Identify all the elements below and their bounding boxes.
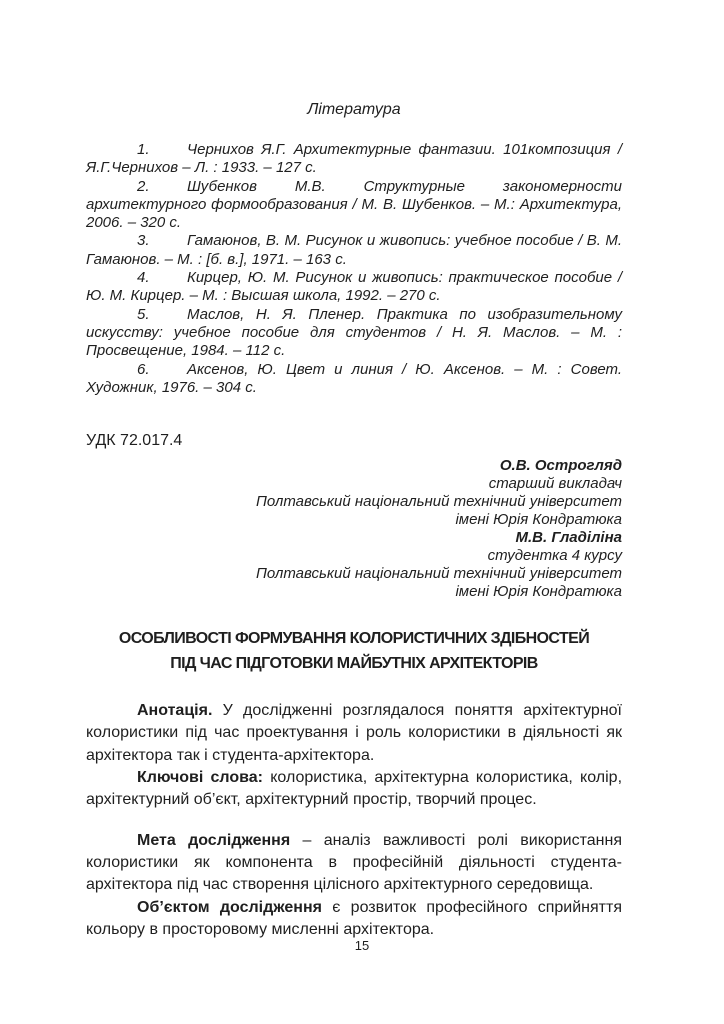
article-title — [86, 626, 622, 676]
bibliography-item-number: 3. — [137, 232, 150, 250]
bibliography-item — [86, 306, 622, 361]
bibliography-item-text: Шубенков М.В. Структурные закономерности архитектурного формообразования / М. В. Шубенков. – М.: Архитектура, 2006. – 320 с. — [86, 177, 622, 232]
authors-block — [86, 457, 622, 601]
keywords-text: колористика, архітектурна колористика, колір, архітектурний об’єкт, архітектурний простір, творчий процес. — [86, 769, 623, 809]
bibliography-item-text: Чернихов Я.Г. Архитектурные фантазии. 101композиция / Я.Г.Чернихов – Л. : 1933. – 127 с. — [86, 141, 622, 177]
bibliography-item — [86, 178, 622, 233]
object-text: є розвиток професійного сприйняття кольору в просторовому мисленні архітектора. — [86, 898, 623, 938]
object-paragraph — [86, 897, 622, 942]
bibliography-item-number: 6. — [137, 360, 150, 378]
author-role: студентка 4 курсу — [487, 547, 622, 565]
page-number: 15 — [354, 938, 370, 953]
author-name: О.В. Острогляд — [499, 457, 622, 475]
author-name: М.В. Гладіліна — [515, 529, 622, 547]
bibliography-item-text: Аксенов, Ю. Цвет и линия / Ю. Аксенов. – М. : Совет. Художник, 1976. – 304 с. — [86, 360, 622, 396]
object-label: Об’єктом дослідження — [137, 898, 322, 916]
article-title-line: ОСОБЛИВОСТІ ФОРМУВАННЯ КОЛОРИСТИЧНИХ ЗДІБНОСТЕЙ — [118, 630, 590, 648]
bibliography-item-text: Маслов, Н. Я. Пленер. Практика по изобразительному искусству: учебное пособие для студентов / Н. Я. Маслов. – М. : Просвещение, 1984. – 112 с. — [86, 305, 622, 360]
author-affiliation: імені Юрія Кондратюка — [455, 583, 622, 601]
bibliography-item-number: 5. — [137, 305, 150, 323]
goal-text: – аналіз важливості ролі використання колористики як компонента в професійній діяльності студента-архітектора під час створення цілісного архітектурного середовища. — [86, 831, 622, 894]
abstract-paragraph — [86, 700, 622, 767]
bibliography-item — [86, 141, 622, 178]
bibliography-item-number: 1. — [137, 141, 150, 158]
keywords-label: Ключові слова: — [137, 769, 264, 787]
author-role: старший викладач — [488, 475, 622, 493]
udc-code: УДК 72.017.4 — [86, 432, 183, 450]
keywords-paragraph — [86, 767, 622, 812]
author-affiliation: імені Юрія Кондратюка — [455, 511, 622, 529]
bibliography-item-number: 2. — [137, 177, 150, 195]
literature-heading: Література — [307, 101, 401, 118]
bibliography-item — [86, 232, 622, 269]
abstract-text: У дослідженні розглядалося поняття архітектурної колористики під час проектування і роль колористики в діяльності як архітектора так і студента-архітектора. — [86, 702, 622, 764]
author-affiliation: Полтавський національний технічний університет — [256, 565, 622, 583]
goal-label: Мета дослідження — [137, 831, 291, 849]
bibliography-item-text: Гамаюнов, В. М. Рисунок и живопись: учебное пособие / В. М. Гамаюнов. – М. : [б. в.], 1971. – 163 с. — [86, 232, 622, 268]
bibliography-item-text: Кирцер, Ю. М. Рисунок и живопись: практическое пособие / Ю. М. Кирцер. – М. : Высшая школа, 1992. – 270 с. — [86, 269, 622, 305]
article-title-line: ПІД ЧАС ПІДГОТОВКИ МАЙБУТНІХ АРХІТЕКТОРІВ — [170, 655, 538, 673]
goal-paragraph — [86, 830, 622, 897]
author-affiliation: Полтавський національний технічний університет — [256, 493, 622, 511]
bibliography-item-number: 4. — [137, 269, 150, 287]
bibliography-item — [86, 361, 622, 398]
abstract-label: Анотація. — [137, 702, 213, 720]
bibliography-item — [86, 269, 622, 306]
